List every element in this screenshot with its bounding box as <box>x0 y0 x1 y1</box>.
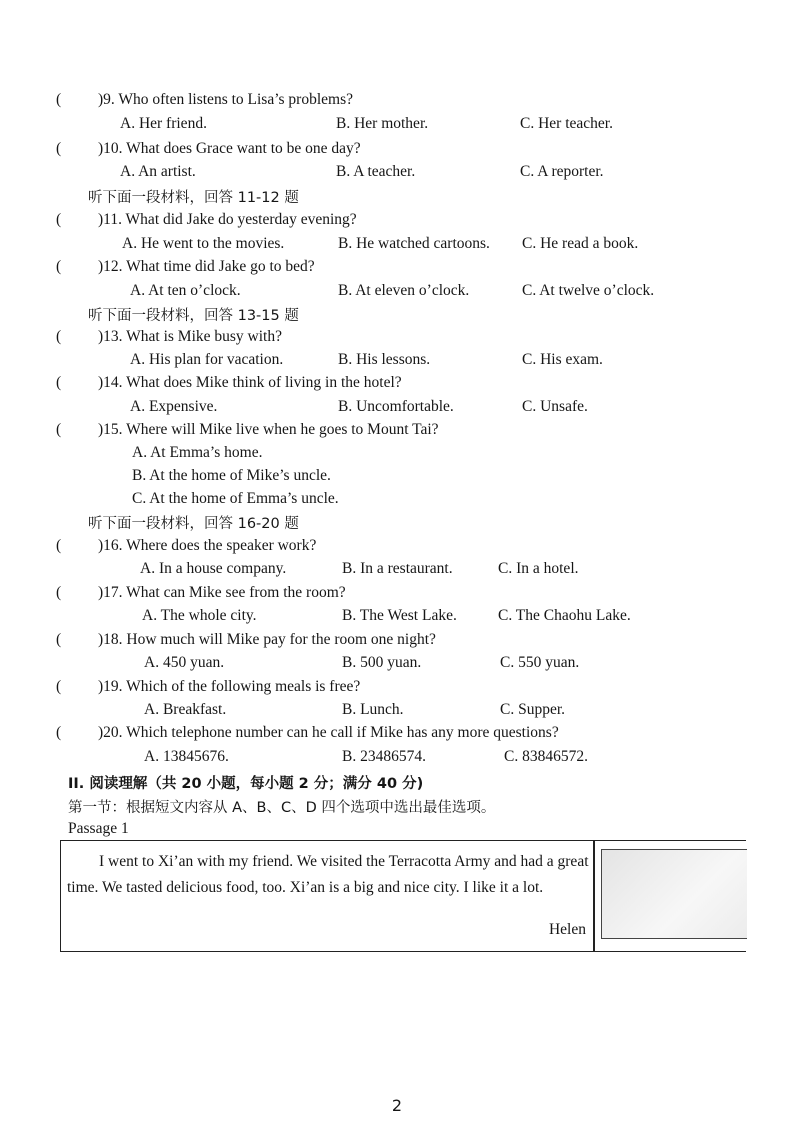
option-a: A. At Emma’s home. <box>132 444 263 461</box>
option-a: A. At ten o’clock. <box>130 282 241 299</box>
option-b: B. His lessons. <box>338 351 431 368</box>
question-stem: )17. What can Mike see from the room? <box>98 584 346 601</box>
option-a: A. His plan for vacation. <box>130 351 284 368</box>
option-b: B. Her mother. <box>336 115 429 132</box>
listening-header-11-12: 听下面一段材料，回答 11-12 题 <box>88 190 299 206</box>
option-c: C. Unsafe. <box>522 398 588 415</box>
passage-photo <box>601 849 747 939</box>
question-12 <box>56 258 315 276</box>
question-stem: )12. What time did Jake go to bed? <box>98 258 315 275</box>
passage-label: Passage 1 <box>68 820 129 837</box>
answer-blank[interactable]: ( <box>56 258 62 275</box>
answer-blank[interactable]: ( <box>56 584 62 601</box>
question-stem: )9. Who often listens to Lisa’s problems? <box>98 91 353 108</box>
question-20 <box>56 724 559 742</box>
listening-header-16-20: 听下面一段材料，回答 16-20 题 <box>88 516 299 532</box>
question-18 <box>56 631 436 649</box>
option-b: B. 500 yuan. <box>342 654 422 671</box>
section-title: II. 阅读理解（共 20 小题，每小题 2 分；满分 40 分) <box>68 776 424 792</box>
question-stem: )15. Where will Mike live when he goes to Mount Tai? <box>98 421 439 438</box>
option-a: A. Her friend. <box>120 115 207 132</box>
answer-blank[interactable]: ( <box>56 328 62 345</box>
question-10 <box>56 140 361 158</box>
option-a: A. Expensive. <box>130 398 218 415</box>
answer-blank[interactable]: ( <box>56 537 62 554</box>
question-15 <box>56 421 439 439</box>
option-c: C. Her teacher. <box>520 115 613 132</box>
question-stem: )11. What did Jake do yesterday evening? <box>98 211 357 228</box>
option-a: A. Breakfast. <box>144 701 227 718</box>
answer-blank[interactable]: ( <box>56 631 62 648</box>
option-b: B. Uncomfortable. <box>338 398 454 415</box>
option-c: C. Supper. <box>500 701 566 718</box>
question-13 <box>56 328 282 346</box>
option-c: C. A reporter. <box>520 163 604 180</box>
question-stem: )18. How much will Mike pay for the room one night? <box>98 631 436 648</box>
option-b: B. In a restaurant. <box>342 560 453 577</box>
option-a: A. The whole city. <box>142 607 257 624</box>
answer-blank[interactable]: ( <box>56 211 62 228</box>
listening-header-13-15: 听下面一段材料，回答 13-15 题 <box>88 308 299 324</box>
option-a: A. An artist. <box>120 163 196 180</box>
question-stem: )13. What is Mike busy with? <box>98 328 282 345</box>
question-17 <box>56 584 346 602</box>
passage-text-area <box>67 849 591 901</box>
option-a: A. In a house company. <box>140 560 287 577</box>
option-b: B. He watched cartoons. <box>338 235 490 252</box>
question-stem: )19. Which of the following meals is free? <box>98 678 361 695</box>
question-stem: )20. Which telephone number can he call if Mike has any more questions? <box>98 724 559 741</box>
passage-box <box>60 840 746 952</box>
answer-blank[interactable]: ( <box>56 678 62 695</box>
option-b: B. The West Lake. <box>342 607 457 624</box>
option-b: B. 23486574. <box>342 748 426 765</box>
answer-blank[interactable]: ( <box>56 140 62 157</box>
option-c: C. 83846572. <box>504 748 588 765</box>
question-stem: )16. Where does the speaker work? <box>98 537 317 554</box>
answer-blank[interactable]: ( <box>56 374 62 391</box>
question-19 <box>56 678 360 696</box>
question-16 <box>56 537 316 555</box>
question-9 <box>56 91 353 109</box>
option-c: C. The Chaohu Lake. <box>498 607 631 624</box>
option-b: B. A teacher. <box>336 163 416 180</box>
question-stem: )10. What does Grace want to be one day? <box>98 140 361 157</box>
section-instruction: 第一节：根据短文内容从 A、B、C、D 四个选项中选出最佳选项。 <box>68 800 496 816</box>
option-c: C. At the home of Emma’s uncle. <box>132 490 339 507</box>
option-c: C. In a hotel. <box>498 560 579 577</box>
question-stem: )14. What does Mike think of living in the hotel? <box>98 374 402 391</box>
option-c: C. 550 yuan. <box>500 654 580 671</box>
option-b: B. Lunch. <box>342 701 404 718</box>
box-divider <box>593 841 595 951</box>
passage-text: I went to Xi’an with my friend. We visited the Terracotta Army and had a great time. We tasted delicious food, too. Xi’an is a big and nice city. I like it a lot. <box>67 853 589 896</box>
question-11 <box>56 211 357 229</box>
option-a: A. 13845676. <box>144 748 229 765</box>
page-number: 2 <box>391 1096 403 1115</box>
option-b: B. At the home of Mike’s uncle. <box>132 467 331 484</box>
option-a: A. He went to the movies. <box>122 235 285 252</box>
question-14 <box>56 374 402 392</box>
option-a: A. 450 yuan. <box>144 654 225 671</box>
passage-signature: Helen <box>548 921 586 938</box>
answer-blank[interactable]: ( <box>56 421 62 438</box>
option-c: C. At twelve o’clock. <box>522 282 655 299</box>
option-c: C. His exam. <box>522 351 603 368</box>
option-c: C. He read a book. <box>522 235 639 252</box>
answer-blank[interactable]: ( <box>56 724 62 741</box>
option-b: B. At eleven o’clock. <box>338 282 470 299</box>
answer-blank[interactable]: ( <box>56 91 62 108</box>
